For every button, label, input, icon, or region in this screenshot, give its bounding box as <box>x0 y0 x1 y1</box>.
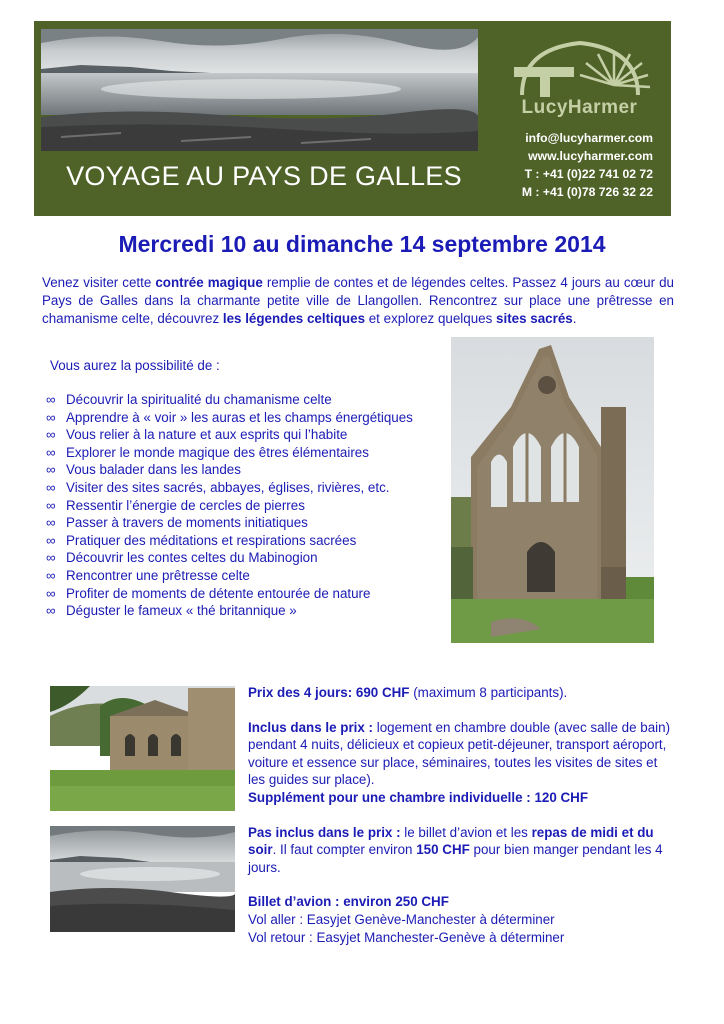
price-line: Prix des 4 jours: 690 CHF (maximum 8 participants). <box>248 685 568 700</box>
infinity-bullet-icon: ∞ <box>46 427 56 443</box>
infinity-bullet-icon: ∞ <box>46 497 56 513</box>
abbey-ruin-photo <box>451 337 654 643</box>
list-item: ∞ Profiter de moments de détente entourée de nature <box>46 585 371 601</box>
abbey-garden-photo <box>50 686 235 811</box>
intro-highlight: les légendes celtiques <box>222 311 366 326</box>
flight-back: Vol retour : Easyjet Manchester-Genève à déterminer <box>248 929 565 945</box>
infinity-bullet-icon: ∞ <box>46 532 56 548</box>
infinity-bullet-icon: ∞ <box>46 515 56 531</box>
supplement-line: Supplément pour une chambre individuelle : 120 CHF <box>248 789 589 805</box>
contact-email[interactable]: info@lucyharmer.com <box>525 131 653 145</box>
list-item: ∞ Passer à travers de moments initiatiques <box>46 515 308 531</box>
not-included-section: Pas inclus dans le prix : le billet d’avion et les repas de midi et du soir. Il faut compter environ 150 CHF pour bien manger pendant les 4 jours. <box>248 824 663 875</box>
infinity-bullet-icon: ∞ <box>46 392 56 407</box>
intro-highlight: contrée magique <box>155 275 263 290</box>
date-heading: Mercredi 10 au dimanche 14 septembre 2014 <box>118 231 606 257</box>
pricing-details <box>248 684 674 963</box>
contact-block <box>522 129 653 201</box>
list-item: ∞ Découvrir les contes celtes du Mabinogion <box>46 550 318 566</box>
contact-phone: T : +41 (0)22 741 02 72 <box>524 167 653 181</box>
included-section: Inclus dans le prix : logement en chambre double (avec salle de bain) pendant 4 nuits, délicieux et copieux petit-déjeuner, transport aéroport, voiture et essence sur place, séminaires, toutes les visites de sites et les guides sur place). Supplément pour une chambre individuelle : 120 CHF <box>248 719 671 805</box>
infinity-bullet-icon: ∞ <box>46 603 56 619</box>
list-item: ∞ Déguster le fameux « thé britannique » <box>46 603 297 619</box>
list-item: ∞ Découvrir la spiritualité du chamanisme celte <box>46 392 332 407</box>
coastline-photo <box>41 29 478 151</box>
infinity-bullet-icon: ∞ <box>46 444 56 460</box>
list-item: ∞ Visiter des sites sacrés, abbayes, églises, rivières, etc. <box>46 479 390 495</box>
flight-out: Vol aller : Easyjet Genève-Manchester à déterminer <box>248 911 555 927</box>
infinity-bullet-icon: ∞ <box>46 479 56 495</box>
list-item: ∞ Apprendre à « voir » les auras et les champs énergétiques <box>46 409 413 425</box>
trip-title: VOYAGE AU PAYS DE GALLES <box>66 161 462 191</box>
list-item: ∞ Ressentir l’énergie de cercles de pierres <box>46 497 305 513</box>
list-item: ∞ Vous balader dans les landes <box>46 462 241 478</box>
list-item: ∞ Explorer le monde magique des êtres élémentaires <box>46 444 369 460</box>
list-item: ∞ Rencontrer une prêtresse celte <box>46 567 250 583</box>
header-banner <box>34 21 671 216</box>
contact-mobile: M : +41 (0)78 726 32 22 <box>521 185 653 199</box>
brand-name: LucyHarmer <box>521 97 638 118</box>
activity-list <box>46 391 446 620</box>
flight-section: Billet d’avion : environ 250 CHF Vol aller : Easyjet Genève-Manchester à déterminer Vol retour : Easyjet Manchester-Genève à déterminer <box>248 894 565 945</box>
intro-paragraph: Venez visiter cette contrée magique remplie de contes et de légendes celtes. Passez 4 jours au cœur du Pays de Galles dans la charmante petite ville de Llangollen. Rencontrez sur place une prêtresse en chamanisme celte, découvrez les légendes celtiques et explorez quelques sites sacrés. <box>42 275 674 326</box>
list-item: ∞ Pratiquer des méditations et respirations sacrées <box>46 532 357 548</box>
infinity-bullet-icon: ∞ <box>46 550 56 566</box>
infinity-bullet-icon: ∞ <box>46 567 56 583</box>
possibility-label: Vous aurez la possibilité de : <box>50 358 220 373</box>
list-item: ∞ Vous relier à la nature et aux esprits qui l’habite <box>46 427 348 443</box>
contact-website[interactable]: www.lucyharmer.com <box>528 149 653 163</box>
infinity-bullet-icon: ∞ <box>46 462 56 478</box>
coastline-photo-small <box>50 826 235 932</box>
intro-highlight: sites sacrés <box>496 311 573 326</box>
infinity-bullet-icon: ∞ <box>46 585 56 601</box>
infinity-bullet-icon: ∞ <box>46 409 56 425</box>
